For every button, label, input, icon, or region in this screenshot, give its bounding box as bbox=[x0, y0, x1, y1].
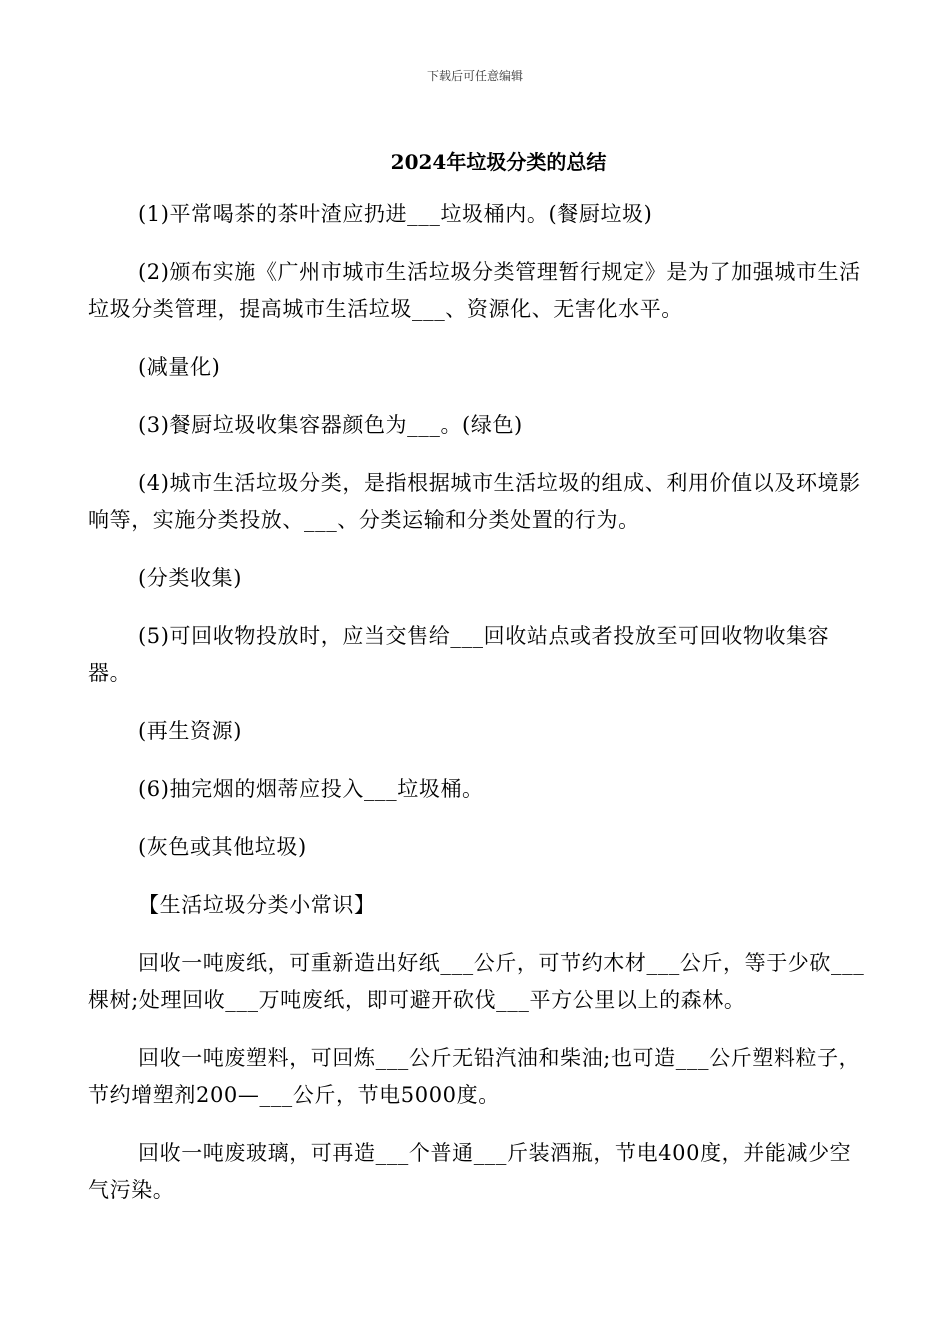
section-heading-tips: 【生活垃圾分类小常识】 bbox=[138, 893, 376, 917]
paragraph-q6: (6)抽完烟的烟蒂应投入___垃圾桶。 bbox=[138, 777, 484, 801]
paragraph-q3: (3)餐厨垃圾收集容器颜色为___。(绿色) bbox=[138, 413, 523, 437]
paragraph-paper-recycling: 回收一吨废纸，可重新造出好纸___公斤，可节约木材___公斤，等于少砍___棵树;处理回收___万吨废纸，即可避开砍伐___平方公里以上的森林。 bbox=[88, 951, 865, 1012]
paragraph-q5: (5)可回收物投放时，应当交售给___回收站点或者投放至可回收物收集容器。 bbox=[88, 624, 830, 685]
paragraph-a5: (再生资源) bbox=[138, 719, 242, 743]
paragraph-glass-recycling: 回收一吨废玻璃，可再造___个普通___斤装酒瓶，节电400度，并能减少空气污染。 bbox=[88, 1141, 852, 1202]
paragraph-a2: (减量化) bbox=[138, 355, 221, 379]
paragraph-q2: (2)颁布实施《广州市城市生活垃圾分类管理暂行规定》是为了加强城市生活垃圾分类管理，提高城市生活垃圾___、资源化、无害化水平。 bbox=[88, 260, 861, 321]
paragraph-a6: (灰色或其他垃圾) bbox=[138, 835, 307, 859]
document-title: 2024年垃圾分类的总结 bbox=[390, 150, 607, 174]
paragraph-q4: (4)城市生活垃圾分类，是指根据城市生活垃圾的组成、利用价值以及环境影响等，实施分类投放、___、分类运输和分类处置的行为。 bbox=[88, 471, 861, 532]
paragraph-plastic-recycling: 回收一吨废塑料，可回炼___公斤无铅汽油和柴油;也可造___公斤塑料粒子，节约增塑剂200—___公斤，节电5000度。 bbox=[88, 1046, 861, 1107]
header-note: 下载后可任意编辑 bbox=[426, 69, 523, 83]
document-body bbox=[88, 196, 868, 1209]
paragraph-q1: (1)平常喝茶的茶叶渣应扔进___垃圾桶内。(餐厨垃圾) bbox=[138, 202, 653, 226]
paragraph-a4: (分类收集) bbox=[138, 566, 242, 590]
